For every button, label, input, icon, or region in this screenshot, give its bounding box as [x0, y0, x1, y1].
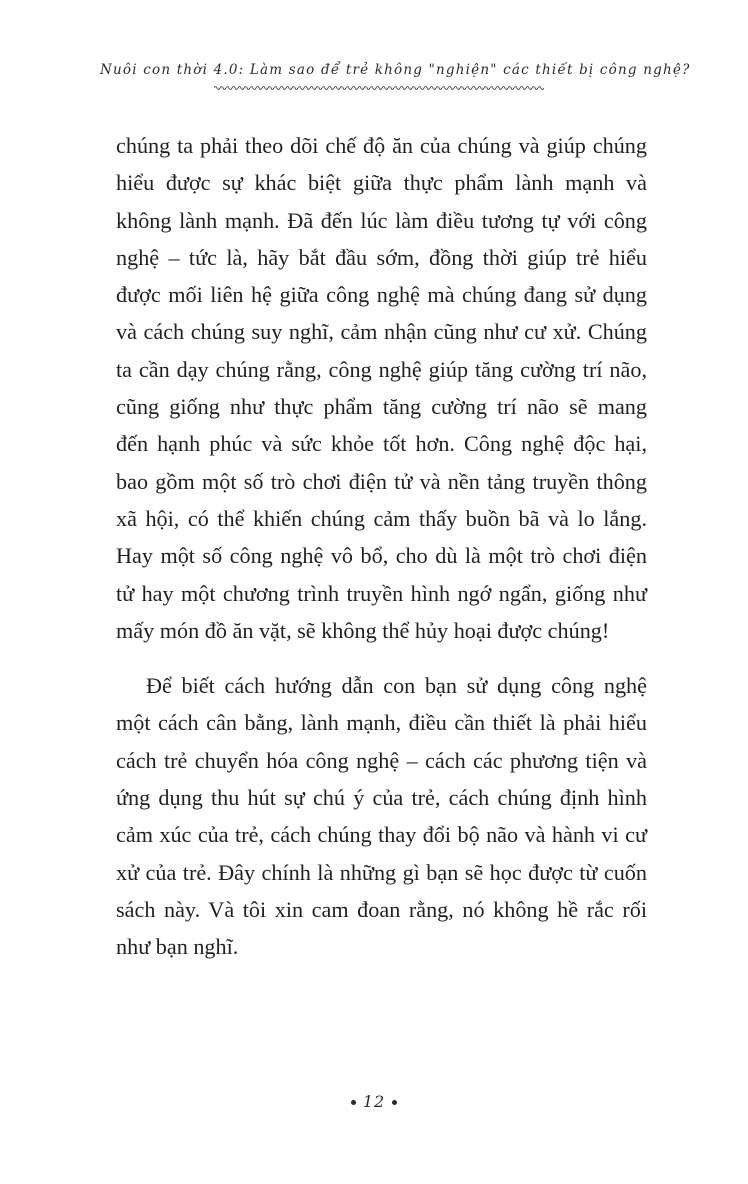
- text-line: một cách cân bằng, lành mạnh, điều cần thiết là phải hiểu: [116, 710, 647, 736]
- dot-ornament: [351, 1100, 356, 1105]
- text-line: được mối liên hệ giữa công nghệ mà chúng đang sử dụng: [116, 282, 647, 308]
- header-wavy-underline: [214, 84, 544, 92]
- text-line: bao gồm một số trò chơi điện tử và nền tảng truyền thông: [116, 468, 647, 494]
- text-line: sách này. Và tôi xin cam đoan rằng, nó không hề rắc rối: [116, 896, 647, 922]
- body-text: [116, 127, 647, 966]
- text-line: đến hạnh phúc và sức khỏe tốt hơn. Công nghệ độc hại,: [116, 431, 647, 457]
- text-line: ta cần dạy chúng rằng, công nghệ giúp tăng cường trí não,: [116, 356, 647, 382]
- text-line: cách trẻ chuyển hóa công nghệ – cách các phương tiện và: [116, 747, 647, 773]
- text-line: mấy món đồ ăn vặt, sẽ không thể hủy hoại được chúng!: [116, 617, 610, 643]
- text-line: như bạn nghĩ.: [116, 934, 239, 960]
- text-line-indented: [116, 667, 647, 704]
- text-line: nghệ – tức là, hãy bắt đầu sớm, đồng thời giúp trẻ hiểu: [116, 244, 647, 270]
- text-line: xử của trẻ. Đây chính là những gì bạn sẽ học được từ cuốn: [116, 859, 647, 885]
- running-header: Nuôi con thời 4.0: Làm sao để trẻ không "nghiện" các thiết bị công nghệ?: [100, 62, 691, 78]
- text-line: tử hay một chương trình truyền hình ngớ ngẩn, giống như: [116, 580, 647, 606]
- dot-ornament: [392, 1100, 397, 1105]
- text-line: và cách chúng suy nghĩ, cảm nhận cũng như cư xử. Chúng: [116, 319, 647, 345]
- paragraph-1: [116, 127, 647, 649]
- text-line: ứng dụng thu hút sự chú ý của trẻ, cách chúng định hình: [116, 785, 647, 811]
- page-number-value: 12: [362, 1092, 386, 1111]
- text-line: cũng giống như thực phẩm tăng cường trí não sẽ mang: [116, 394, 647, 420]
- text-line: không lành mạnh. Đã đến lúc làm điều tương tự với công: [116, 207, 647, 233]
- text-line-content: Để biết cách hướng dẫn con bạn sử dụng công nghệ: [146, 673, 647, 699]
- text-line: cảm xúc của trẻ, cách chúng thay đổi bộ não và hành vi cư: [116, 822, 647, 848]
- text-line: Hay một số công nghệ vô bổ, cho dù là một trò chơi điện: [116, 543, 647, 569]
- page-number: [0, 1092, 748, 1111]
- paragraph-2: [116, 667, 647, 965]
- text-line: xã hội, có thể khiến chúng cảm thấy buồn bã và lo lắng.: [116, 505, 647, 531]
- text-line: hiểu được sự khác biệt giữa thực phẩm lành mạnh và: [116, 170, 647, 196]
- text-line: chúng ta phải theo dõi chế độ ăn của chúng và giúp chúng: [116, 133, 647, 158]
